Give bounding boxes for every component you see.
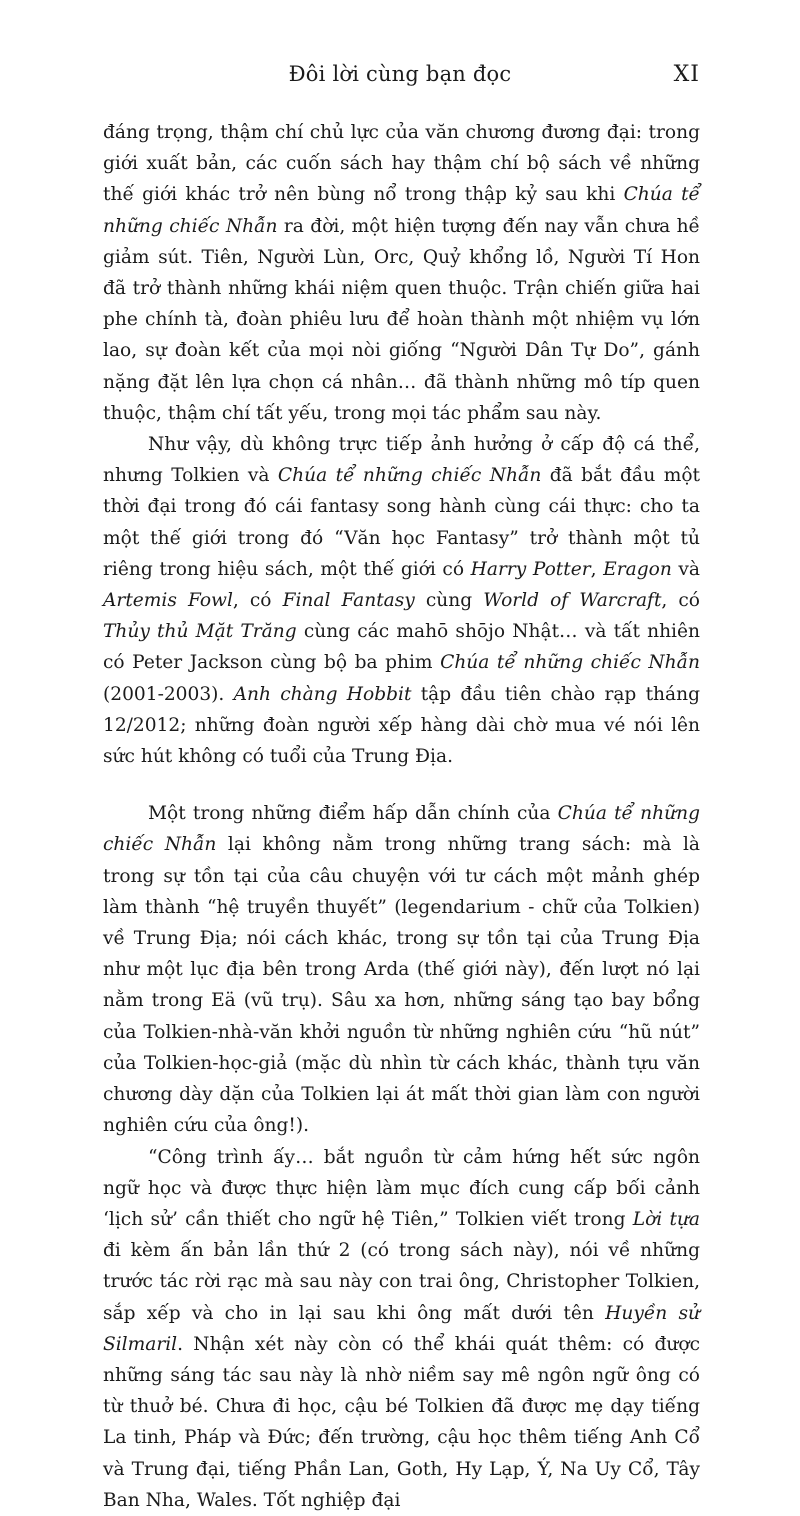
italic-title: Chúa tể những chiếc Nhẫn: [440, 652, 701, 674]
italic-title: World of Warcraft: [483, 590, 662, 612]
text-run: ,: [590, 558, 604, 580]
italic-title: Lời tựa: [632, 1208, 701, 1230]
text-run: Như vậy, dù không trực tiếp ảnh hưởng ở cấp độ cá thể, nhưng Tolkien và: [103, 434, 700, 487]
text-run: “Công trình ấy… bắt nguồn từ cảm hứng hết sức ngôn ngữ học và được thực hiện làm mục đích cung cấp bối cảnh ‘lịch sử’ cần thiết cho ngữ hệ Tiên,” Tolkien viết trong: [103, 1146, 700, 1230]
text-run: (2001-2003).: [103, 683, 234, 705]
text-run: đáng trọng, thậm chí chủ lực của văn chương đương đại: trong giới xuất bản, các cuốn sách hay thậm chí bộ sách về những thế giới khác trở nên bùng nổ trong thập kỷ sau khi: [103, 122, 700, 206]
italic-title: Anh chàng Hobbit: [233, 683, 412, 705]
italic-title: Chúa tể những chiếc Nhẫn: [103, 803, 700, 856]
paragraph: [103, 798, 700, 1141]
page-number: XI: [673, 62, 700, 87]
text-run: Một trong những điểm hấp dẫn chính của: [148, 803, 558, 825]
text-run: lại không nằm trong những trang sách: mà là trong sự tồn tại của câu chuyện với tư cách một mảnh ghép làm thành “hệ truyền thuyết” (legendarium - chữ của Tolkien) về Trung Địa; nói cách khác, trong sự tồn tại của Trung Địa như một lục địa bên trong Arda (thế giới này), đến lượt nó lại nằm trong Eä (vũ trụ). Sâu xa hơn, những sáng tạo bay bổng của Tolkien-nhà-văn khởi nguồn từ những nghiên cứu “hũ nút” của Tolkien-học-giả (mặc dù nhìn từ cách khác, thành tựu văn chương dày dặn của Tolkien lại át mất thời gian làm con người nghiên cứu của ông!).: [103, 834, 700, 1137]
text-run: và: [671, 558, 700, 580]
text-run: , có: [232, 590, 283, 612]
text-run: đã bắt đầu một thời đại trong đó cái fantasy song hành cùng cái thực: cho ta một thế giới trong đó “Văn học Fantasy” trở thành một tủ riêng trong hiệu sách, một thế giới có: [103, 465, 700, 580]
italic-title: Harry Potter: [470, 558, 591, 580]
italic-title: Artemis Fowl: [103, 590, 233, 612]
italic-title: Chúa tể những chiếc Nhẫn: [103, 184, 700, 237]
text-run: tập đầu tiên chào rạp tháng 12/2012; những đoàn người xếp hàng dài chờ mua vé nói lên sức hút không có tuổi của Trung Địa.: [103, 683, 700, 768]
paragraph: [103, 117, 700, 429]
text-run: cùng các mahō shōjo Nhật… và tất nhiên có Peter Jackson cùng bộ ba phim: [103, 621, 700, 674]
italic-title: Final Fantasy: [282, 590, 415, 612]
paragraph: [103, 429, 700, 772]
paragraph: [103, 1142, 700, 1516]
text-run: ra đời, một hiện tượng đến nay vẫn chưa hề giảm sút. Tiên, Người Lùn, Orc, Quỷ khổng lồ, Người Tí Hon đã trở thành những khái niệm quen thuộc. Trận chiến giữa hai phe chính tà, đoàn phiêu lưu để hoàn thành một nhiệm vụ lớn lao, sự đoàn kết của mọi nòi giống “Người Dân Tự Do”, gánh nặng đặt lên lựa chọn cá nhân… đã thành những mô típ quen thuộc, thậm chí tất yếu, trong mọi tác phẩm sau này.: [103, 215, 700, 424]
text-run: . Nhận xét này còn có thể khái quát thêm: có được những sáng tác sau này là nhờ niềm say mê ngôn ngữ ông có từ thuở bé. Chưa đi học, cậu bé Tolkien đã được mẹ dạy tiếng La tinh, Pháp và Đức; đến trường, cậu học thêm tiếng Anh Cổ và Trung đại, tiếng Phần Lan, Goth, Hy Lạp, Ý, Na Uy Cổ, Tây Ban Nha, Wales. Tốt nghiệp đại: [103, 1333, 700, 1511]
text-run: , có: [661, 590, 701, 612]
running-header: [100, 62, 700, 102]
running-title: Đôi lời cùng bạn đọc: [288, 62, 512, 86]
italic-title: Chúa tể những chiếc Nhẫn: [277, 465, 542, 487]
italic-title: Eragon: [603, 558, 672, 580]
italic-title: Huyền sử Silmaril: [103, 1302, 700, 1355]
text-run: đi kèm ấn bản lần thứ 2 (có trong sách này), nói về những trước tác rời rạc mà sau này con trai ông, Christopher Tolkien, sắp xếp và cho in lại sau khi ông mất dưới tên: [103, 1240, 700, 1324]
italic-title: Thủy thủ Mặt Trăng: [103, 621, 297, 643]
body-text: [103, 117, 700, 1516]
text-run: cùng: [414, 590, 484, 612]
